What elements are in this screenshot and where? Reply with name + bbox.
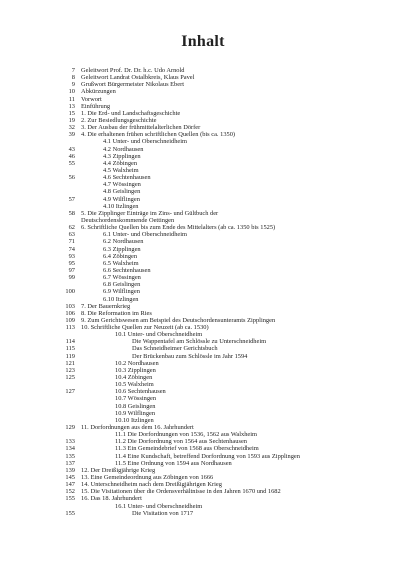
toc-page-number: 125 [65,374,75,382]
toc-page-number: 32 [68,124,75,132]
toc-entry [0,281,406,288]
toc-entry [0,67,406,74]
toc-entry [0,188,406,195]
toc-page-number: 121 [65,359,75,367]
toc-entry [0,124,406,131]
toc-entry-title: 4.2 Nordhausen [103,145,144,153]
toc-entry [0,196,406,203]
toc-entry [0,460,406,467]
toc-entry [0,438,406,445]
toc-entry-title: 10.10 Itzlingen [115,416,154,424]
toc-entry [0,267,406,274]
toc-entry-title: 11. Dorfordnungen aus dem 16. Jahrhundert [81,424,194,432]
toc-page-number: 93 [68,252,75,260]
toc-entry [0,431,406,438]
toc-entry-title: 4.1 Unter- und Oberschneidheim [103,138,187,146]
toc-entry-title: Deutschordenskommende Oettingen [81,216,175,224]
toc-page-number: 10 [68,88,75,96]
toc-page-number: 95 [68,259,75,267]
toc-entry [0,453,406,460]
toc-page-number: 135 [65,452,75,460]
toc-entry-title: 10.4 Zöbingen [115,374,153,382]
toc-entry-title: 6.2 Nordhausen [103,238,144,246]
toc-page-number: 19 [68,116,75,124]
toc-entry [0,474,406,481]
toc-entry [0,381,406,388]
table-of-contents [0,67,406,517]
toc-entry-title: 3. Der Ausbau der frühmittelalterlichen Dörfer [81,124,201,132]
toc-entry [0,310,406,317]
toc-page-number: 114 [65,338,75,346]
toc-entry-title: 4. Die erhaltenen frühen schriftlichen Quellen (bis ca. 1350) [81,131,236,139]
toc-entry [0,445,406,452]
toc-entry [0,481,406,488]
toc-entry-title: 7. Der Bauernkrieg [81,302,131,310]
toc-entry [0,338,406,345]
toc-entry-title: 6.4 Zöbingen [103,252,138,260]
toc-entry-title: 6.7 Wössingen [103,274,141,282]
toc-entry-title: 11.2 Die Dorfordnung von 1564 aus Sechtenhausen [115,438,247,446]
toc-entry-title: 11.5 Eine Ordnung von 1594 aus Nordhausen [115,459,232,467]
toc-entry [0,88,406,95]
toc-entry [0,417,406,424]
toc-page-number: 55 [68,159,75,167]
toc-entry [0,345,406,352]
toc-entry-title: Vorwort [81,95,102,103]
toc-entry [0,331,406,338]
toc-entry-title: 8. Die Reformation im Ries [81,309,152,317]
toc-page-number: 129 [65,424,75,432]
toc-entry [0,353,406,360]
toc-entry-title: 6.1 Unter- und Oberschneidheim [103,231,187,239]
toc-entry [0,374,406,381]
toc-page-number: 139 [65,466,75,474]
toc-entry [0,388,406,395]
toc-entry-title: 10.5 Walxheim [115,381,154,389]
toc-entry [0,153,406,160]
toc-entry-title: 4.4 Zöbingen [103,159,138,167]
toc-entry-title: Grußwort Bürgermeister Nikolaus Ebert [81,81,184,89]
toc-entry-title: Das Schneidheimer Gerichtsbuch [132,345,218,353]
toc-entry-title: 10.6 Sechtenhausen [115,388,166,396]
toc-entry [0,467,406,474]
toc-entry [0,317,406,324]
toc-page-number: 119 [65,352,75,360]
toc-entry [0,203,406,210]
toc-page-number: 9 [71,81,75,89]
toc-page-number: 115 [65,345,75,353]
toc-entry-title: 11.1 Die Dorfordnungen von 1536, 1562 aus Walxheim [115,431,258,439]
toc-entry-title: 10.7 Wössingen [115,395,157,403]
toc-page-number: 63 [68,231,75,239]
toc-entry [0,217,406,224]
toc-page-number: 74 [68,245,75,253]
toc-entry-title: 6.8 Geislingen [103,281,141,289]
toc-entry-title: 2. Zur Besiedlungsgeschichte [81,116,157,124]
toc-entry [0,274,406,281]
toc-page-number: 133 [65,438,75,446]
toc-entry-title: 6.3 Zipplingen [103,245,141,253]
toc-entry-title: 6. Schriftliche Quellen bis zum Ende des Mittelalters (ab ca. 1350 bis 1525) [81,224,276,232]
toc-entry-title: 10.3 Zipplingen [115,366,156,374]
toc-page-number: 58 [68,209,75,217]
toc-entry-title: 11.4 Eine Kundschaft, betreffend Dorfordnung von 1593 aus Zipplingen [115,452,300,460]
toc-entry-title: Geleitwort Prof. Dr. Dr. h.c. Udo Arnold [81,67,185,74]
toc-page-number: 152 [65,488,75,496]
toc-entry [0,174,406,181]
toc-entry-title: 10.9 Wilflingen [115,409,156,417]
toc-entry-title: 4.5 Walxheim [103,166,139,174]
toc-entry-title: 6.9 Wilflingen [103,288,140,296]
toc-entry-title: 10. Schriftliche Quellen zur Neuzeit (ab ca. 1530) [81,324,209,332]
toc-page-number: 11 [68,95,75,103]
toc-entry-title: 11.3 Ein Gemeindebrief von 1568 aus Oberschneidheim [115,445,259,453]
toc-entry [0,74,406,81]
toc-entry [0,167,406,174]
toc-page-number: 134 [65,445,75,453]
toc-entry-title: Der Brückenbau zum Schlössle im Jahr 1594 [132,352,248,360]
toc-entry-title: 6.10 Itzlingen [103,295,139,303]
toc-entry-title: 6.5 Walxheim [103,259,139,267]
toc-entry [0,503,406,510]
toc-entry-title: 1. Die Erd- und Landschaftsgeschichte [81,109,181,117]
toc-entry-title: 10.1 Unter- und Oberschneidheim [115,331,203,339]
toc-entry [0,288,406,295]
toc-page-number: 155 [65,509,75,517]
toc-entry-title: 10.8 Geislingen [115,402,156,410]
toc-page-number: 123 [65,366,75,374]
toc-page-number: 106 [65,309,75,317]
toc-entry-title: 16. Das 18. Jahrhundert [81,495,142,503]
toc-entry-title: 4.8 Geislingen [103,188,141,196]
toc-entry [0,81,406,88]
toc-entry-title: 16.1 Unter- und Oberschneidheim [115,502,203,510]
toc-entry-title: Einführung [81,102,111,110]
toc-entry [0,410,406,417]
toc-entry [0,253,406,260]
toc-entry-title: 4.7 Wössingen [103,181,141,189]
toc-entry [0,510,406,517]
toc-entry [0,424,406,431]
toc-page-number: 147 [65,481,75,489]
toc-entry-title: 4.6 Sechtenhausen [103,174,151,182]
toc-page-number: 46 [68,152,75,160]
toc-entry [0,303,406,310]
toc-page-number: 71 [68,238,75,246]
toc-entry [0,103,406,110]
toc-page-number: 43 [68,145,75,153]
toc-entry [0,138,406,145]
toc-page-number: 127 [65,388,75,396]
toc-entry [0,296,406,303]
toc-page-number: 15 [68,109,75,117]
toc-entry-title: 15. Die Visitationen über die Ordensverhältnisse in den Jahren 1670 und 1682 [81,488,281,496]
toc-entry-title: 4.10 Itzlingen [103,202,139,210]
toc-entry [0,224,406,231]
toc-entry [0,146,406,153]
toc-entry [0,131,406,138]
toc-page-number: 109 [65,316,75,324]
toc-entry-title: 12. Der Dreißigjährige Krieg [81,466,156,474]
toc-entry [0,367,406,374]
toc-entry [0,117,406,124]
toc-entry-title: Die Wappentafel am Schlössle zu Unterschneidheim [132,338,267,346]
toc-entry [0,246,406,253]
toc-entry [0,488,406,495]
toc-entry-title: 6.6 Sechtenhausen [103,266,151,274]
toc-page-number: 56 [68,174,75,182]
toc-entry-title: 13. Eine Gemeindeordnung aus Zöbingen von 1666 [81,474,214,482]
toc-entry [0,210,406,217]
toc-entry-title: Die Visitation von 1717 [132,509,194,517]
toc-entry-title: 5. Die Zipplinger Einträge im Zins- und Gültbuch der [81,209,219,217]
toc-page-number: 13 [68,102,75,110]
toc-entry-title: 10.2 Nordhausen [115,359,159,367]
toc-entry-title: 4.3 Zipplingen [103,152,141,160]
toc-entry [0,238,406,245]
toc-page-number: 100 [65,288,75,296]
toc-page-number: 99 [68,274,75,282]
toc-page-number: 103 [65,302,75,310]
toc-entry [0,360,406,367]
toc-entry [0,181,406,188]
toc-page-number: 155 [65,495,75,503]
toc-entry [0,495,406,502]
toc-page-number: 8 [71,74,75,82]
toc-entry [0,110,406,117]
toc-page-number: 39 [68,131,75,139]
toc-entry [0,231,406,238]
toc-entry [0,160,406,167]
toc-entry [0,260,406,267]
toc-entry [0,395,406,402]
toc-entry-title: Abkürzungen [81,88,116,96]
toc-entry-title: 4.9 Wilflingen [103,195,140,203]
toc-entry-title: Geleitwort Landrat Ostalbkreis, Klaus Pavel [81,74,195,82]
toc-page-number: 7 [71,67,75,74]
toc-page-number: 57 [68,195,75,203]
toc-entry [0,324,406,331]
toc-page-number: 97 [68,266,75,274]
toc-entry [0,403,406,410]
toc-page-number: 137 [65,459,75,467]
toc-page-number: 113 [65,324,75,332]
toc-entry-title: 14. Unterschneidheim nach dem Dreißigjährigen Krieg [81,481,222,489]
toc-page-number: 62 [68,224,75,232]
toc-page-number: 145 [65,474,75,482]
toc-entry-title: 9. Zum Gerichtswesen am Beispiel des Deutschordensunteramts Zipplingen [81,316,276,324]
toc-entry [0,96,406,103]
page-title: Inhalt [181,33,225,50]
